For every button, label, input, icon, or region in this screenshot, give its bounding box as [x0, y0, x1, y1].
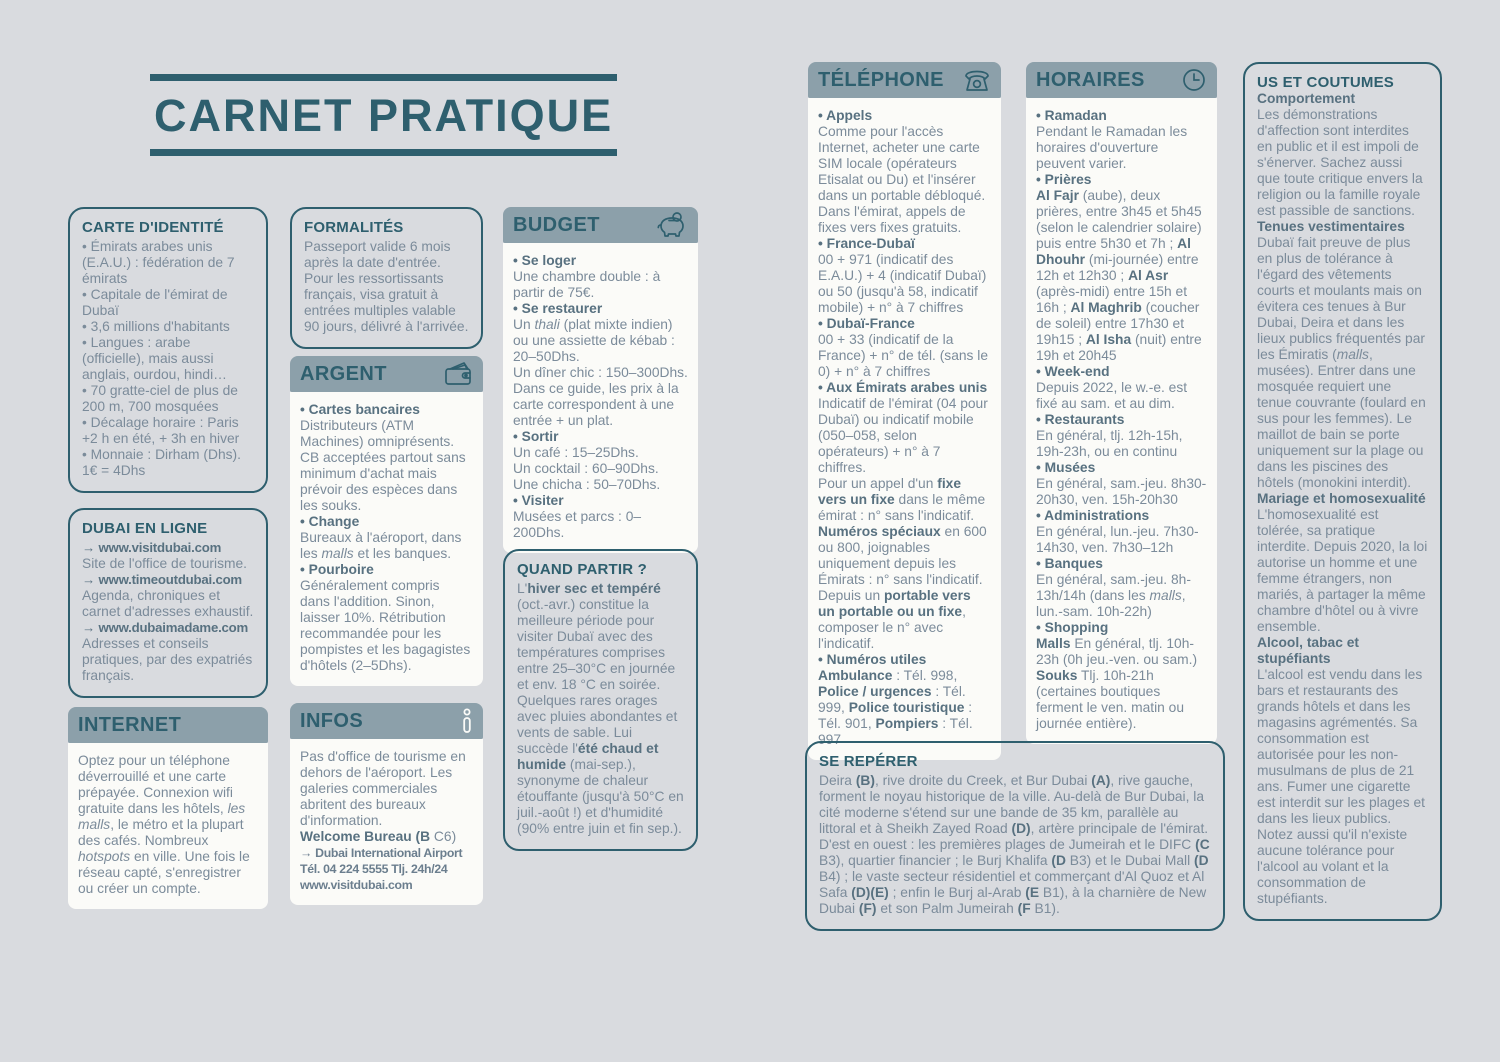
text-line: Dubaï fait preuve de plus en plus de tolérance à l'égard des vêtements courts et moulants mais on évitera ces tenues à Bur Dubai, Deira et dans les lieux publics fréquentés par les Émiratis (malls, musées). Entrer dans une mosquée requiert une tenue couvrante (foulard en sus pour les femmes). Le maillot de bain se porte uniquement sur la plage ou dans les piscines des hôtels (monokini interdit). — [1257, 235, 1426, 490]
formalites-title: FORMALITÉS — [304, 219, 404, 236]
infos-box — [290, 703, 483, 905]
se-reperer-body — [819, 773, 1211, 917]
telephone-body — [808, 98, 1001, 760]
text-line: Agenda, chroniques et carnet d'adresses exhaustif. — [82, 588, 254, 619]
text-line: • Capitale de l'émirat de Dubaï — [82, 287, 228, 318]
carte-identite-box — [68, 207, 268, 493]
text-line: Mariage et homosexualité — [1257, 491, 1426, 506]
formalites-body — [304, 239, 469, 335]
budget-body — [503, 243, 698, 553]
se-reperer-box — [805, 741, 1225, 931]
text-line: • Change — [300, 514, 360, 529]
info-icon — [460, 707, 474, 735]
infos-header — [290, 703, 483, 739]
text-line: → www.dubaimadame.com — [82, 620, 249, 635]
text-line: • Ramadan — [1036, 108, 1107, 123]
horaires-title: HORAIRES — [1036, 68, 1145, 91]
text-line: L'alcool est vendu dans les bars et restaurants des grands hôtels et dans les magasins agrémentés. Sa consommation est autorisée pour les non-musulmans de plus de 21 ans. Fumer une cigarette est interdit sur les plages et dans les lieux publics. Notez aussi qu'il n'existe aucune tolérance pour l'alcool au volant et la consommation de stupéfiants. — [1257, 667, 1425, 906]
dubai-en-ligne-body — [82, 540, 254, 684]
carte-identite-title: CARTE D'IDENTITÉ — [82, 219, 224, 236]
text-line: Souks Tlj. 10h-21h (certaines boutiques ferment le ven. matin ou journée entière). — [1036, 668, 1185, 731]
telephone-header — [808, 62, 1001, 98]
text-line: • Banques — [1036, 556, 1103, 571]
infos-body — [290, 739, 483, 905]
text-line: Une chicha : 50–70Dhs. — [513, 477, 661, 492]
text-line: → Dubai International Airport Tél. 04 224 5555 Tlj. 24h/24 www.visitdubai.com — [300, 846, 463, 892]
text-line: → www.timeoutdubai.com — [82, 572, 242, 587]
text-line: 00 + 33 (indicatif de la France) + n° de tél. (sans le 0) + n° à 7 chiffres — [818, 332, 989, 379]
horaires-header — [1026, 62, 1217, 98]
text-line: Un thali (plat mixte indien) ou une assiette de kébab : 20–50Dhs. — [513, 317, 675, 364]
argent-body — [290, 392, 483, 686]
text-line: Passeport valide 6 mois après la date d'entrée. Pour les ressortissants français, visa gratuit à entrées multiples valable 90 jours, délivré à l'arrivée. — [304, 239, 469, 334]
text-line: • Restaurants — [1036, 412, 1125, 427]
quand-partir-title: QUAND PARTIR ? — [517, 561, 648, 578]
text-line: Al Fajr (aube), deux prières, entre 3h45 et 5h45 (selon le calendrier solaire) puis entre 5h30 et 7h ; Al Dhouhr (mi-journée) entre 12h et 12h30 ; Al Asr (après-midi) entre 15h et 16h ; Al Maghrib (coucher de soleil) entre 17h30 et 19h15 ; Al Isha (nuit) entre 19h et 20h45 — [1036, 188, 1202, 363]
internet-body — [68, 743, 268, 909]
text-line: • Langues : arabe (officielle), mais aussi anglais, ourdou, hindi… — [82, 335, 227, 382]
text-line: En général, sam.-jeu. 8h-13h/14h (dans les malls, lun.-sam. 10h-22h) — [1036, 572, 1191, 619]
text-line: L'homosexualité est tolérée, sa pratique interdite. Depuis 2020, la loi autorise un homme et une femme étrangers, non mariés, à partager la même chambre d'hôtel ou à vivre ensemble. — [1257, 507, 1428, 634]
text-line: Dans ce guide, les prix à la carte correspondent à une entrée + un plat. — [513, 381, 679, 428]
text-line: Deira (B), rive droite du Creek, et Bur Dubai (A), rive gauche, forment le noyau historique de la ville. Au-delà de Bur Dubai, la cité moderne s'étend sur une bande de 35 km, parallèle au littoral et à Sheikh Zayed Road (D), artère principale de l'émirat. D'est en ouest : les premières plages de Jumeirah et le DIFC (C B3), quartier financier ; le Burj Khalifa (D B3) et le Dubai Mall (D B4) ; le vaste secteur résidentiel et commerçant d'Al Quoz et Al Safa (D)(E) ; enfin le Burj al-Arab (E B1), à la charnière de New Dubai (F) et son Palm Jumeirah (F B1). — [819, 773, 1210, 916]
text-line: Musées et parcs : 0–200Dhs. — [513, 509, 642, 540]
text-line: Généralement compris dans l'addition. Sinon, laisser 10%. Rétribution recommandée pour les pompistes et les bagagistes d'hôtels (2–5Dhs). — [300, 578, 471, 673]
text-line: Bureaux à l'aéroport, dans les malls et les banques. — [300, 530, 462, 561]
text-line: • France-Dubaï — [818, 236, 915, 251]
text-line: 00 + 971 (indicatif des E.A.U.) + 4 (indicatif Dubaï) ou 50 (jusqu'à 58, indicatif mobile) + n° à 7 chiffres — [818, 252, 987, 315]
text-line: • Appels — [818, 108, 873, 123]
text-line: L'hiver sec et tempéré (oct.-avr.) constitue la meilleure période pour visiter Dubaï avec des températures comprises entre 25–30°C en journée et env. 18 °C en soirée. Quelques rares orages avec pluies abondantes et vents de sable. Lui succède l'été chaud et humide (mai-sep.), synonyme de chaleur étouffante (jusqu'à 50°C en juil.-août !) et d'humidité (90% entre juin et fin sep.). — [517, 581, 684, 836]
text-line: • Week-end — [1036, 364, 1110, 379]
text-line: • Aux Émirats arabes unis — [818, 380, 988, 395]
horaires-box — [1026, 62, 1217, 744]
internet-title: INTERNET — [78, 713, 182, 736]
wallet-icon — [442, 360, 474, 388]
clock-icon — [1180, 66, 1208, 94]
text-line: • Sortir — [513, 429, 559, 444]
text-line: • Se restaurer — [513, 301, 603, 316]
text-line: • Dubaï-France — [818, 316, 915, 331]
text-line: Alcool, tabac et stupéfiants — [1257, 635, 1359, 666]
argent-box — [290, 356, 483, 686]
argent-title: ARGENT — [300, 362, 387, 385]
internet-box — [68, 707, 268, 909]
telephone-box — [808, 62, 1001, 760]
text-line: • Visiter — [513, 493, 564, 508]
text-line: • Se loger — [513, 253, 577, 268]
text-line: Optez pour un téléphone déverrouillé et une carte prépayée. Connexion wifi gratuite dans les hôtels, les malls, le métro et la plupart des cafés. Nombreux hotspots en ville. Une fois le réseau capté, s'enregistrer ou créer un compte. — [78, 753, 250, 896]
budget-header — [503, 207, 698, 243]
text-line: Comme pour l'accès Internet, acheter une carte SIM locale (opérateurs Etisalat ou Du) et l'insérer dans un portable débloqué. Dans l'émirat, appels de fixes vers fixes gratuits. — [818, 124, 986, 235]
text-line: En général, sam.-jeu. 8h30-20h30, ven. 15h-20h30 — [1036, 476, 1207, 507]
page-title: CARNET PRATIQUE — [150, 74, 617, 156]
text-line: Pour un appel d'un fixe vers un fixe dans le même émirat : n° sans l'indicatif. Numéros spéciaux en 600 ou 800, joignables uniquement depuis les Émirats : n° sans l'indicatif. Depuis un portable vers un portable ou un fixe, composer le n° avec l'indicatif. — [818, 476, 987, 651]
text-line: • Musées — [1036, 460, 1096, 475]
horaires-body — [1026, 98, 1217, 744]
quand-partir-body — [517, 581, 684, 837]
dubai-en-ligne-box — [68, 508, 268, 698]
text-line: Welcome Bureau (B C6) — [300, 829, 457, 844]
text-line: • Numéros utiles — [818, 652, 927, 667]
text-line: Un dîner chic : 150–300Dhs. — [513, 365, 688, 380]
text-line: Depuis 2022, le w.-e. est fixé au sam. et au dim. — [1036, 380, 1188, 411]
text-line: • Émirats arabes unis (E.A.U.) : fédération de 7 émirats — [82, 239, 235, 286]
text-line: Un cocktail : 60–90Dhs. — [513, 461, 659, 476]
text-line: Malls En général, tlj. 10h-23h (0h jeu.-ven. ou sam.) — [1036, 636, 1198, 667]
formalites-box — [290, 207, 483, 349]
text-line: Site de l'office de tourisme. — [82, 556, 247, 571]
us-et-coutumes-title: US ET COUTUMES — [1257, 74, 1394, 91]
text-line: Une chambre double : à partir de 75€. — [513, 269, 661, 300]
text-line: Ambulance : Tél. 998, Police / urgences : Tél. 999, Police touristique : Tél. 901, Pompiers : Tél. 997 — [818, 668, 973, 747]
text-line: → www.visitdubai.com — [82, 540, 222, 555]
phone-icon — [962, 67, 992, 93]
argent-header — [290, 356, 483, 392]
text-line: • Décalage horaire : Paris +2 h en été, + 3h en hiver — [82, 415, 240, 446]
text-line: Distributeurs (ATM Machines) omniprésents. CB acceptées partout sans minimum d'achat mais prévoir des espèces dans les souks. — [300, 418, 466, 513]
dubai-en-ligne-title: DUBAI EN LIGNE — [82, 520, 208, 537]
text-line: • Monnaie : Dirham (Dhs). 1€ = 4Dhs — [82, 447, 241, 478]
budget-title: BUDGET — [513, 213, 600, 236]
text-line: Tenues vestimentaires — [1257, 219, 1405, 234]
text-line: • 70 gratte-ciel de plus de 200 m, 700 mosquées — [82, 383, 238, 414]
us-et-coutumes-box — [1243, 62, 1442, 921]
text-line: Un café : 15–25Dhs. — [513, 445, 639, 460]
budget-box — [503, 207, 698, 553]
text-line: • Prières — [1036, 172, 1092, 187]
text-line: Les démonstrations d'affection sont interdites en public et il est impoli de s'énerver. Sachez aussi que toute critique envers la religion ou la famille royale est passible de sanctions. — [1257, 107, 1423, 218]
quand-partir-box — [503, 549, 698, 851]
telephone-title: TÉLÉPHONE — [818, 68, 944, 91]
text-line: En général, tlj. 12h-15h, 19h-23h, ou en continu — [1036, 428, 1183, 459]
piggy-bank-icon — [655, 211, 689, 239]
text-line: • 3,6 millions d'habitants — [82, 319, 230, 334]
text-line: Comportement — [1257, 91, 1356, 106]
text-line: Pas d'office de tourisme en dehors de l'aéroport. Les galeries commerciales abritent des bureaux d'information. — [300, 749, 466, 828]
text-line: Indicatif de l'émirat (04 pour Dubaï) ou indicatif mobile (050–058, selon opérateurs) + n° à 7 chiffres. — [818, 396, 988, 475]
text-line: • Pourboire — [300, 562, 374, 577]
se-reperer-title: SE REPÉRER — [819, 753, 918, 770]
text-line: Adresses et conseils pratiques, par des expatriés français. — [82, 636, 253, 683]
text-line: • Shopping — [1036, 620, 1109, 635]
text-line: En général, lun.-jeu. 7h30-14h30, ven. 7h30–12h — [1036, 524, 1199, 555]
carte-identite-body — [82, 239, 254, 479]
us-et-coutumes-body — [1257, 91, 1428, 907]
text-line: Pendant le Ramadan les horaires d'ouverture peuvent varier. — [1036, 124, 1188, 171]
infos-title: INFOS — [300, 709, 364, 732]
text-line: • Cartes bancaires — [300, 402, 420, 417]
internet-header — [68, 707, 268, 743]
text-line: • Administrations — [1036, 508, 1150, 523]
